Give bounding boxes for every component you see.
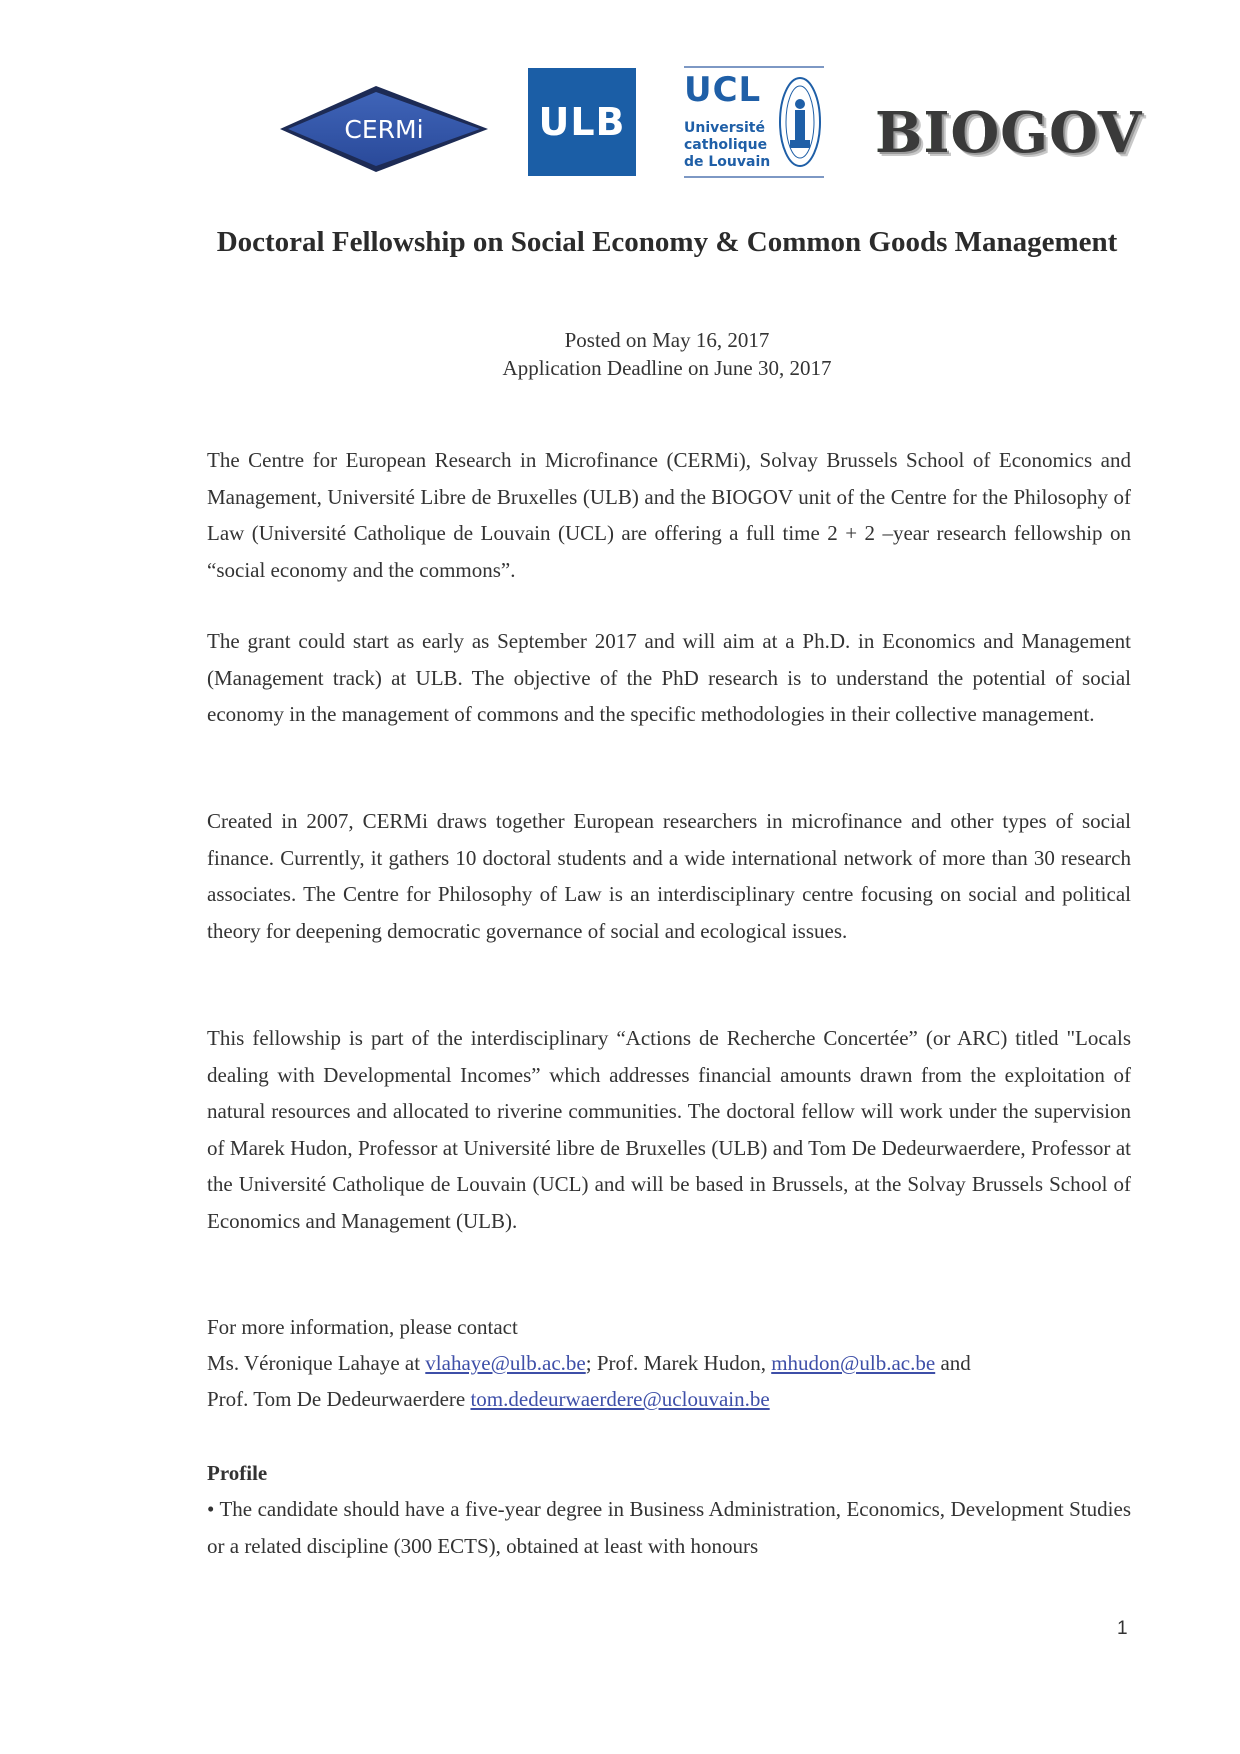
contact-dedeurwaerdere-label: Prof. Tom De Dedeurwaerdere xyxy=(207,1387,471,1411)
ucl-logo-line1: Université xyxy=(684,120,765,136)
application-deadline: Application Deadline on June 30, 2017 xyxy=(502,356,832,380)
biogov-logo: BIOGOV xyxy=(875,100,1143,166)
logo-bar xyxy=(0,62,1240,187)
contact-line-3 xyxy=(207,1381,1131,1417)
ucl-logo-subtitle xyxy=(684,120,774,171)
ucl-logo xyxy=(684,66,824,178)
contact-hudon-label: ; Prof. Marek Hudon, xyxy=(585,1351,772,1375)
paragraph-grant: The grant could start as early as September 2017 and will aim at a Ph.D. in Economics and Management (Management track) at ULB. The objective of the PhD research is to understand the potential of social economy in the management of commons and the specific methodologies in their collective management. xyxy=(207,629,1131,726)
contact-line-2 xyxy=(207,1345,1131,1381)
contact-lahaye-label: Ms. Véronique Lahaye at xyxy=(207,1351,426,1375)
paragraph-cermi: Created in 2007, CERMi draws together European researchers in microfinance and other types of social finance. Currently, it gathers 10 doctoral students and a wide international network of more than 30 research associates. The Centre for Philosophy of Law is an interdisciplinary centre focusing on social and political theory for deepening democratic governance of social and ecological issues. xyxy=(207,809,1131,943)
cermi-logo-text: CERMi xyxy=(344,114,424,144)
page-number: 1 xyxy=(1117,1618,1128,1639)
paragraph-fellowship: This fellowship is part of the interdisciplinary “Actions de Recherche Concertée” (or ARC) titled "Locals dealing with Developmental Incomes” which addresses financial amounts drawn from the exploitation of natural resources and allocated to riverine communities. The doctoral fellow will work under the supervision of Marek Hudon, Professor at Université libre de Bruxelles (ULB) and Tom De Dedeurwaerdere, Professor at the Université Catholique de Louvain (UCL) and will be based in Brussels, at the Solvay Brussels School of Economics and Management (ULB). xyxy=(207,1026,1131,1233)
contact-block xyxy=(207,1309,1131,1417)
ulb-logo: ULB xyxy=(528,68,636,176)
ucl-logo-line2: catholique xyxy=(684,137,768,153)
contact-and-label: and xyxy=(935,1351,971,1375)
profile-bullet: • The candidate should have a five-year degree in Business Administration, Economics, Development Studies or a related discipline (300 ECTS), obtained at least with honours xyxy=(207,1497,1131,1558)
cermi-logo xyxy=(276,82,492,176)
email-link-dedeurwaerdere[interactable]: tom.dedeurwaerdere@uclouvain.be xyxy=(470,1387,770,1411)
date-block xyxy=(207,326,1127,382)
posted-date: Posted on May 16, 2017 xyxy=(564,328,770,352)
document-title: Doctoral Fellowship on Social Economy & Common Goods Management xyxy=(216,226,1118,258)
ucl-logo-title: UCL xyxy=(684,70,762,110)
email-link-lahaye[interactable]: vlahaye@ulb.ac.be xyxy=(425,1351,586,1375)
email-link-hudon[interactable]: mhudon@ulb.ac.be xyxy=(771,1351,936,1375)
paragraph-intro: The Centre for European Research in Microfinance (CERMi), Solvay Brussels School of Economics and Management, Université Libre de Bruxelles (ULB) and the BIOGOV unit of the Centre for the Philosophy of Law (Université Catholique de Louvain (UCL) are offering a full time 2 + 2 –year research fellowship on “social economy and the commons”. xyxy=(207,448,1131,582)
contact-intro: For more information, please contact xyxy=(207,1315,518,1339)
ucl-logo-line3: de Louvain xyxy=(684,154,771,170)
profile-heading: Profile xyxy=(207,1461,268,1485)
ucl-seal-icon xyxy=(778,74,822,170)
